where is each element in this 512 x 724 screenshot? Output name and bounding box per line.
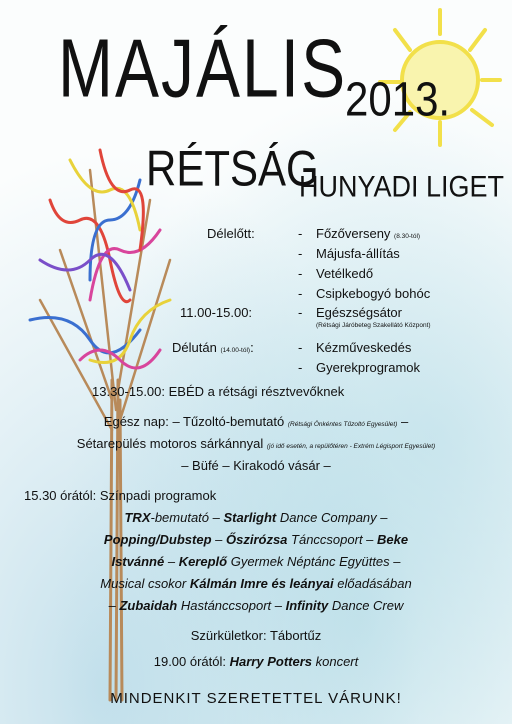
health-note: (Rétsági Járóbeteg Szakellátó Központ) (316, 322, 431, 329)
poster-year: 2013. (345, 72, 451, 127)
stage-line-3: Istvánné – Kereplő Gyermek Néptánc Együttes – (111, 554, 401, 569)
poster-town: RÉTSÁG (146, 140, 319, 197)
twilight-line: Szürkületkor: Tábortűz (190, 628, 322, 643)
allday-line-1: Egész nap: – Tűzoltó-bemutató (Rétsági Önkéntes Tűzoltó Egyesület) – (103, 414, 409, 429)
afternoon-item-2: Gyerekprogramok (316, 360, 421, 375)
dash-1: - (298, 226, 303, 241)
morning-item-1: Főzőverseny (8.30-tól) (316, 226, 421, 241)
health-item: Egészségsátor (316, 305, 402, 320)
stage-line-1: TRX-bemutató – Starlight Dance Company – (124, 510, 388, 525)
stage-line-4: Musical csokor Kálmán Imre és leányai előadásában (100, 576, 412, 591)
morning-item-3: Vetélkedő (316, 266, 374, 281)
dash-7: - (298, 360, 303, 375)
morning-label: Délelőtt: (207, 226, 255, 241)
afternoon-item-1: Kézműveskedés (316, 340, 412, 355)
health-time: 11.00-15.00: (180, 305, 253, 320)
morning-item-2: Májusfa-állítás (316, 246, 400, 261)
dash-2: - (298, 246, 303, 261)
allday-line-3: – Büfé – Kirakodó vásár – (181, 458, 331, 473)
stage-line-2: Popping/Dubstep – Őszirózsa Tánccsoport – Beke (103, 532, 409, 547)
morning-item-4: Csipkebogyó bohóc (316, 286, 431, 301)
footer-welcome: MINDENKIT SZERETETTEL VÁRUNK! (110, 690, 402, 707)
dash-5: - (298, 305, 303, 320)
allday-line-2: Sétarepülés motoros sárkánnyal (jó idő esetén, a repülőtéren - Extrém Légisport Egyesület) (76, 436, 436, 451)
stage-line-5: – Zubaidah Hastánccsoport – Infinity Dance Crew (108, 598, 404, 613)
poster-place: HUNYADI LIGET (299, 170, 505, 203)
concert-line: 19.00 órától: Harry Potters koncert (153, 654, 359, 669)
poster-title: MAJÁLIS (58, 21, 348, 114)
dash-3: - (298, 266, 303, 281)
afternoon-label: Délután (14.00-tól): (172, 340, 254, 355)
stage-intro: 15.30 órától: Színpadi programok (24, 488, 217, 503)
lunch-line: 13.30-15.00: EBÉD a rétsági résztvevőknek (92, 384, 345, 399)
dash-4: - (298, 286, 303, 301)
dash-6: - (298, 340, 303, 355)
